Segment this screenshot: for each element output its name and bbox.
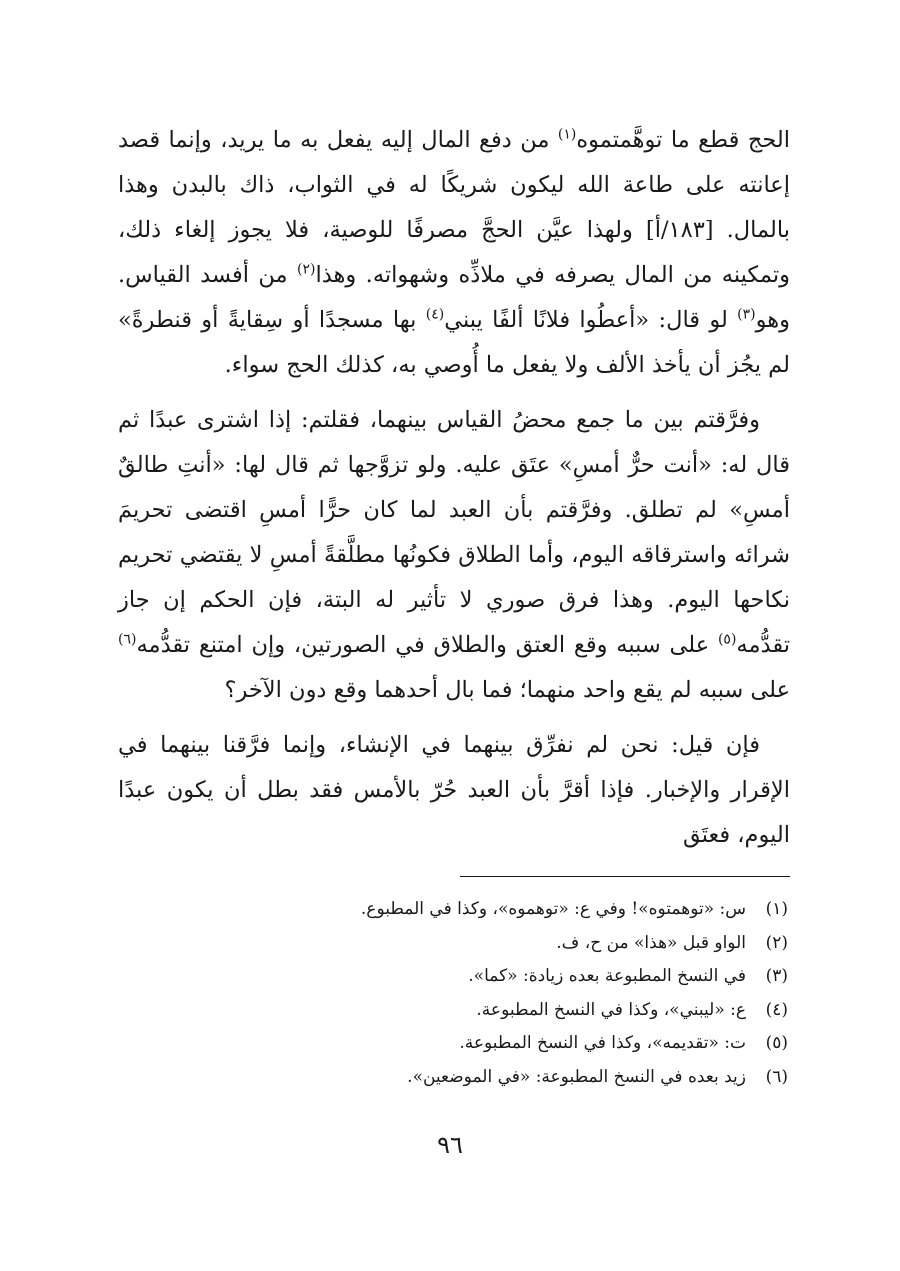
footnote-number: (٣) (765, 966, 788, 986)
footnote-item (118, 994, 790, 1028)
text-run: من أفسد القياس. وهو (118, 262, 790, 333)
footnote-ref-4: (٤) (425, 306, 445, 323)
footnote-number: (٦) (765, 1066, 788, 1087)
footnote-ref-1: (١) (557, 126, 577, 143)
footnote-separator (460, 876, 790, 877)
paragraph-1 (118, 118, 790, 388)
text-run: على سببه وقع العتق والطلاق في الصورتين، وإن امتنع تقدُّمه (136, 632, 718, 658)
text-run: وفرَّقتم بين ما جمع محضُ القياس بينهما، فقلتم: إذا اشترى عبدًا ثم قال له: «أنت حرٌّ أمسِ» عتَق عليه. ولو تزوَّجها ثم قال لها: «أنتِ طالقٌ أمسِ» لم تطلق. وفرَّقتم بأن العبد لما كان حرًّا أمسِ اقتضى تحريمَ شرائه واسترقاقه اليوم، وأما الطلاق فكونُها مطلَّقةً أمسِ لا يقتضي تحريم نكاحها اليوم. وهذا فرق صوري لا تأثير له البتة، فإن الحكم إن جاز تقدُّمه (118, 407, 790, 658)
footnote-text: في النسخ المطبوعة بعده زيادة: «كما». (468, 966, 746, 986)
text-run: فإن قيل: نحن لم نفرِّق بينهما في الإنشاء، وإنما فرَّقنا بينهما في الإقرار والإخبار. فإذا أقرَّ بأن العبد حُرّ بالأمس فقد بطل أن يكون عبدًا اليوم، فعتَق (118, 732, 790, 848)
text-run: على سببه لم يقع واحد منهما؛ فما بال أحدهما وقع دون الآخر؟ (224, 677, 790, 703)
footnote-number: (٥) (765, 1033, 788, 1053)
footnote-item (118, 960, 790, 994)
footnote-ref-2: (٢) (297, 261, 316, 278)
footnote-text: زيد بعده في النسخ المطبوعة: «في الموضعين». (407, 1066, 746, 1087)
footnote-item (118, 1027, 790, 1061)
footnote-number: (٢) (765, 932, 788, 953)
footnote-text: س: «توهمتوه»! وفي ع: «توهموه»، وكذا في المطبوع. (360, 899, 746, 919)
text-run: لو قال: «أعطُوا فلانًا ألفًا يبني (444, 307, 738, 333)
footnote-ref-3: (٣) (737, 306, 756, 323)
footnote-number: (٤) (765, 999, 788, 1020)
footnote-item (118, 927, 790, 961)
paragraph-2 (118, 398, 790, 713)
footnote-item (118, 1061, 790, 1095)
footnote-text: ع: «ليبني»، وكذا في النسخ المطبوعة. (476, 999, 746, 1020)
footnote-ref-6: (٦) (118, 631, 137, 648)
paragraph-3 (118, 723, 790, 858)
text-run: الحج قطع ما توهَّمتموه (576, 127, 790, 153)
page-number: ٩٦ (437, 1131, 463, 1159)
text-run: بها مسجدًا أو سِقايةً أو قنطرةً» لم يجُز أن يأخذ الألف ولا يفعل ما أُوصي به، كذلك الحج سواء. (118, 307, 790, 378)
footnotes-list (118, 893, 790, 1094)
footnote-text: الواو قبل «هذا» من ح، ف. (556, 932, 746, 953)
text-run: من دفع المال إليه يفعل به ما يريد، وإنما قصد إعانته على طاعة الله ليكون شريكًا له في الثواب، ذاك بالبدن وهذا بالمال. [١٨٣/أ] ولهذا عيَّن الحجَّ مصرفًا للوصية، فلا يجوز إلغاء ذلك، وتمكينه من المال يصرفه في ملاذِّه وشهواته. وهذا (118, 127, 790, 288)
footnote-number: (١) (765, 899, 788, 919)
footnote-ref-5: (٥) (717, 631, 737, 648)
footnote-item (118, 893, 790, 927)
footnote-text: ت: «تقديمه»، وكذا في النسخ المطبوعة. (459, 1033, 746, 1053)
main-text (118, 118, 790, 858)
